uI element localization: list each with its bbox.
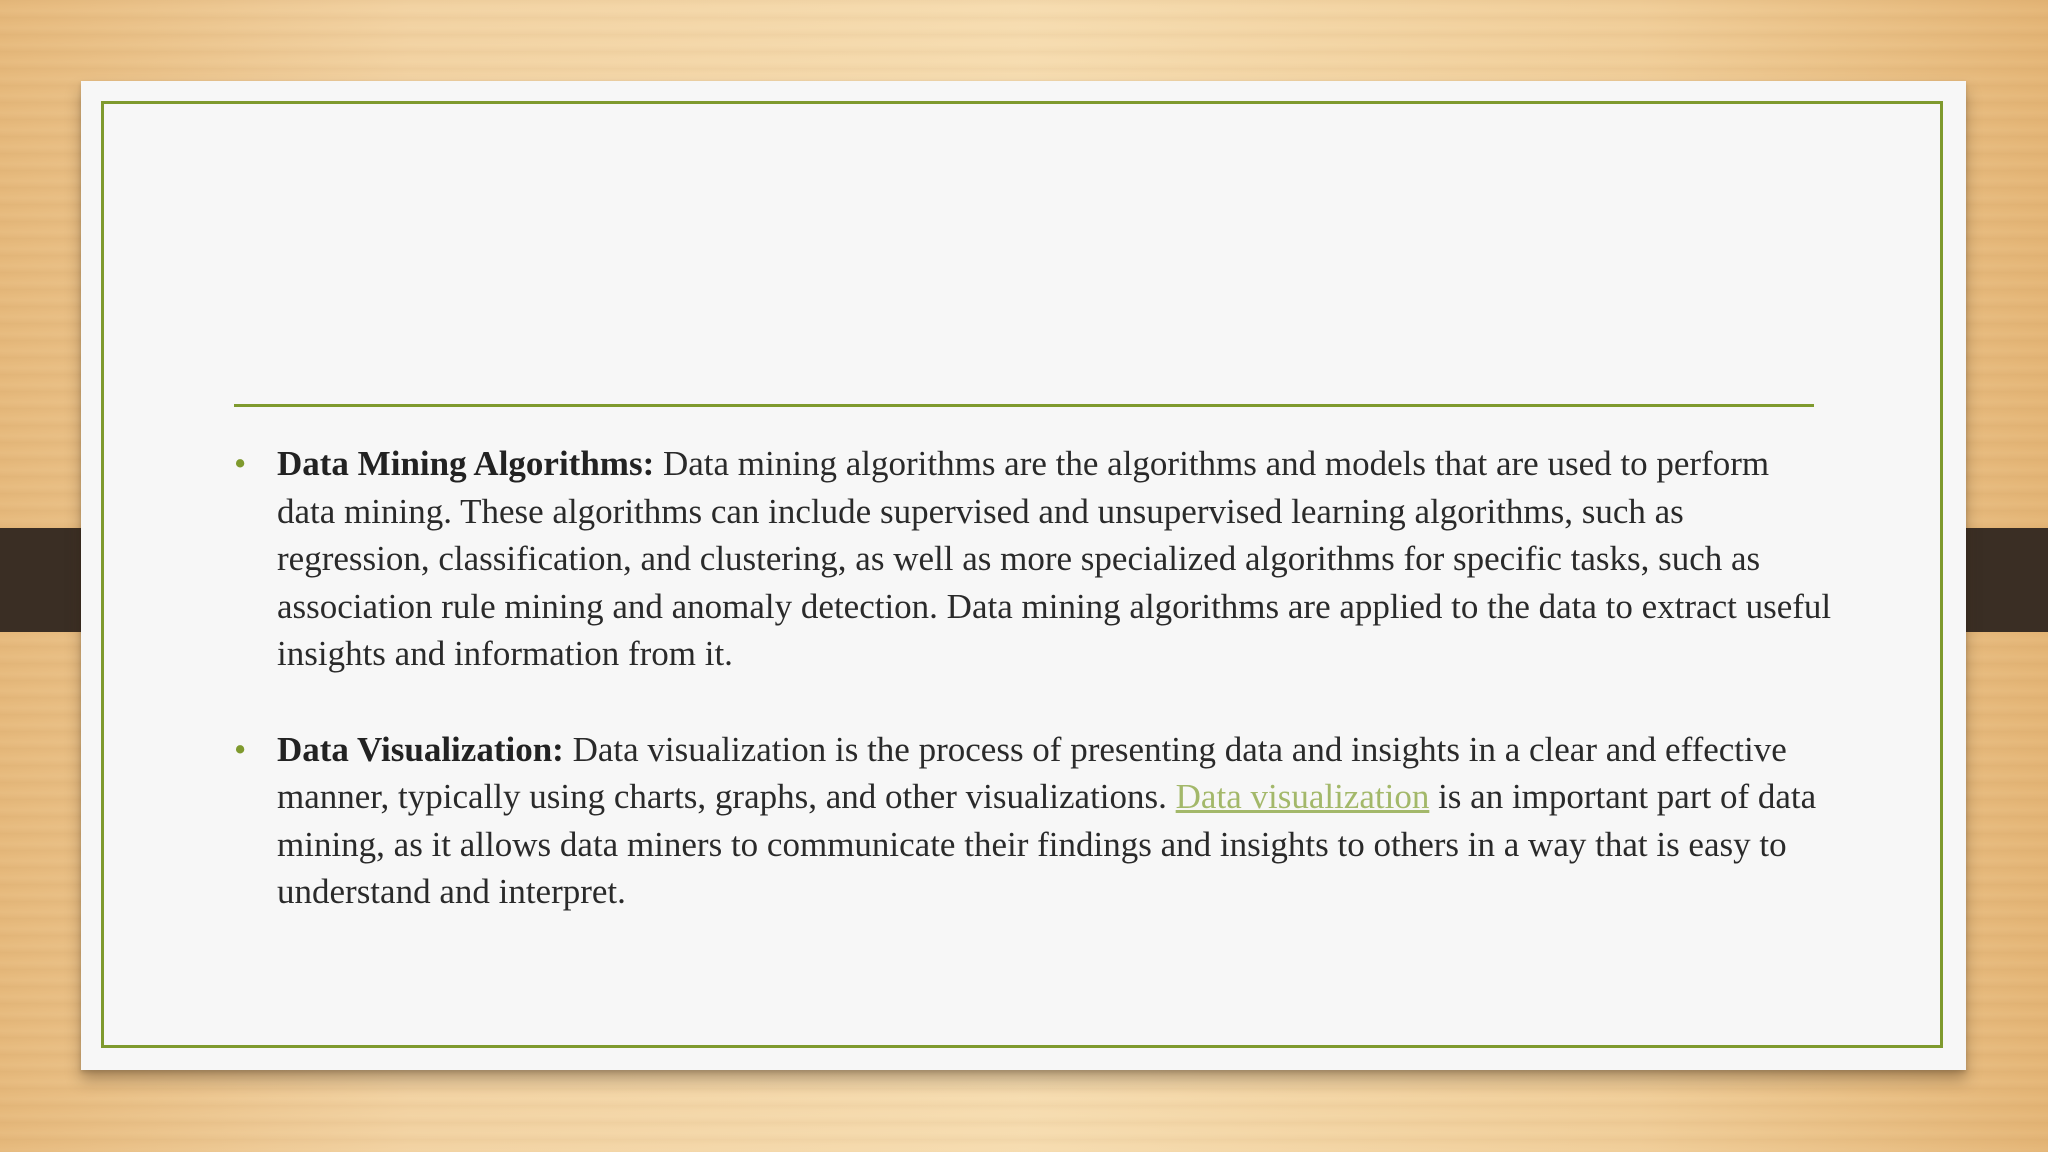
bullet-data-visualization bbox=[234, 726, 1834, 916]
data-visualization-link[interactable]: Data visualization bbox=[1175, 777, 1430, 816]
bullet-data-mining-algorithms bbox=[234, 440, 1834, 678]
slide-content bbox=[234, 440, 1834, 964]
bullet-dot-icon: • bbox=[234, 444, 247, 483]
bullet-text: Data mining algorithms are the algorithms and models that are used to perform data mining. These algorithms can include supervised and unsupervised learning algorithms, such as regression, classification, and clustering, as well as more specialized algorithms for specific tasks, such as association rule mining and anomaly detection. Data mining algorithms are applied to the data to extract useful insights and information from it. bbox=[277, 444, 1832, 673]
bullet-text: Data visualization is the process of presenting data and insights in a clear and effective manner, typically using charts, graphs, and other visualizations. bbox=[277, 729, 1787, 816]
bullet-term: Data Visualization: bbox=[277, 729, 564, 769]
bullet-term: Data Mining Algorithms: bbox=[277, 444, 655, 483]
title-divider bbox=[234, 404, 1814, 407]
bullet-text: is an important part of data mining, as it allows data miners to communicate their findings and insights to others in a way that is easy to understand and interpret. bbox=[277, 777, 1817, 911]
bullet-dot-icon: • bbox=[234, 729, 247, 769]
